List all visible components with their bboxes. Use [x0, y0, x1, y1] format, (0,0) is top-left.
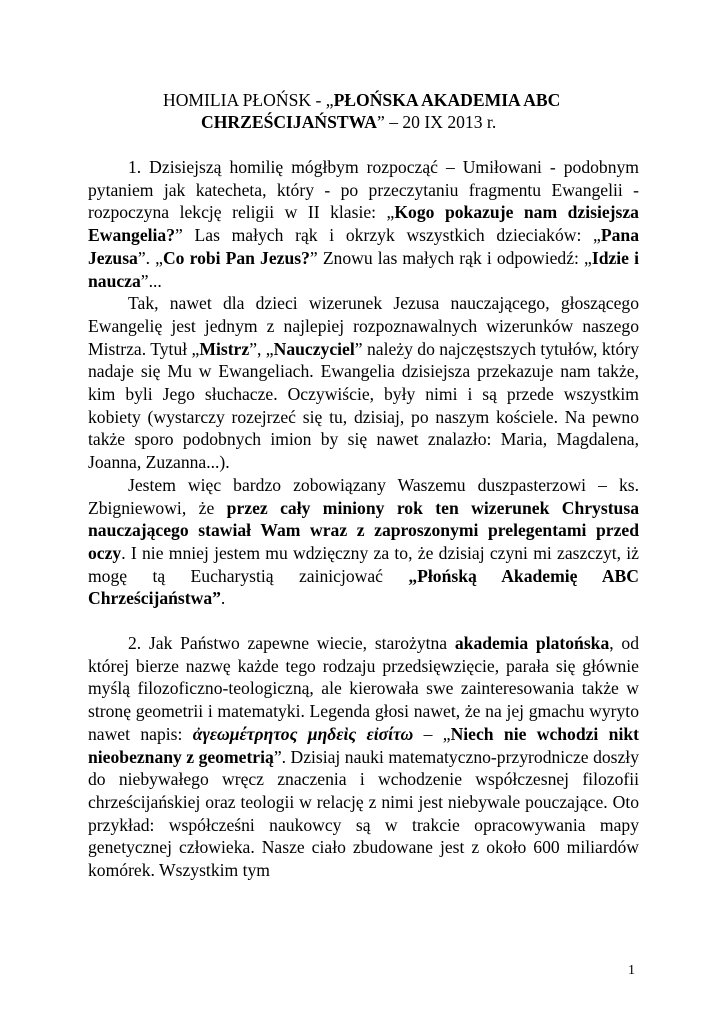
- text-run: 2. Jak Państwo zapewne wiecie, starożytna: [128, 633, 455, 654]
- page-number: 1: [628, 963, 635, 978]
- text-run: ” Las małych rąk i okrzyk wszystkich dzieciaków: „: [175, 225, 601, 246]
- bold-run: Mistrz: [199, 338, 250, 359]
- bold-run: Kogo pokazuje nam dzisiejsza Ewangelia?: [88, 202, 639, 246]
- text-run: ”. Dzisiaj nauki matematyczno-przyrodnicze doszły do niebywałego wręcz znaczenia i wchodzenie współczesnej filozofii chrześcijańskiej oraz teologii w relację z nimi jest niebywale pouczające. Oto przykład: współcześni naukowcy są w trakcie opracowywania mapy genetycznej człowieka. Nasze ciało zbudowane jest z około 600 miliardów komórek. Wszystkim tym: [88, 746, 639, 881]
- bold-run: przez cały miniony rok ten wizerunek Chrystusa nauczającego stawiał Wam wraz z zaproszonymi prelegentami przed oczy: [88, 497, 639, 563]
- paragraph-1: [88, 156, 639, 292]
- bold-run: akademia platońska: [454, 633, 610, 654]
- greek-inscription: ἀγεωμέτρητος μηδεὶς εἰσίτω: [192, 723, 414, 744]
- text-run: , od której bierze nazwę każde tego rodzaju przedsięwzięcie, parała się głównie myślą filozoficzno-teologiczną, ale kierowała swe zainteresowania także w stronę geometrii i matematyki. Legenda głosi nawet, że na jej gmachu wyryto nawet napis:: [88, 633, 639, 744]
- paragraph-3: [88, 474, 639, 610]
- title-line-1: [163, 89, 643, 111]
- text-run: ”...: [140, 270, 162, 291]
- text-run: Tak, nawet dla dzieci wizerunek Jezusa nauczającego, głoszącego Ewangelię jest jednym z najlepiej rozpoznawalnych wizerunków naszego Mistrza. Tytuł „: [88, 293, 639, 359]
- paragraph-2: [88, 292, 639, 474]
- bold-run: Idzie i naucza: [88, 247, 639, 291]
- text-run: 1. Dzisiejszą homilię mógłbym rozpocząć – Umiłowani - podobnym pytaniem jak katecheta, który - po przeczytaniu fragmentu Ewangelii - rozpoczyna lekcję religii w II klasie: „: [88, 157, 639, 223]
- homily-body: [88, 156, 639, 882]
- text-run: .: [220, 588, 226, 609]
- paragraph-4: [88, 632, 639, 882]
- title-academy-name: PŁOŃSKA AKADEMIA ABC: [333, 90, 561, 110]
- text-run: . I nie mniej jestem mu wdzięczny za to, że dzisiaj czyni mi zaszczyt, iż mogę tą Eucharystią zainicjować: [88, 542, 639, 586]
- text-run: ” Znowu las małych rąk i odpowiedź: „: [309, 247, 592, 268]
- text-run: ”. „: [137, 247, 163, 268]
- bold-run: Co robi Pan Jezus?: [162, 247, 310, 268]
- text-run: Jestem więc bardzo zobowiązany Waszemu duszpasterzowi – ks. Zbigniewowi, że: [88, 474, 639, 518]
- homily-title: [163, 89, 643, 133]
- bold-run: „Płońską Akademię ABC Chrześcijaństwa”: [88, 565, 639, 609]
- title-academy-name-end: CHRZEŚCIJAŃSTWA: [201, 112, 377, 132]
- text-run: ”, „: [249, 338, 274, 359]
- text-run: – „: [413, 723, 451, 744]
- title-line-2: [163, 111, 643, 133]
- bold-run: Niech nie wchodzi nikt nieobeznany z geometrią: [88, 723, 639, 767]
- text-run: ” należy do najczęstszych tytułów, który nadaje się Mu w Ewangeliach. Ewangelia dzisiejsza przekazuje nam także, kim byli Jego słuchacze. Oczywiście, były nimi i są przede wszystkim kobiety (wystarczy rozejrzeć się tu, dzisiaj, po naszym kościele. Na pewno także sporo podobnych imion by się nawet znalazło: Maria, Magdalena, Joanna, Zuzanna...).: [88, 338, 639, 473]
- bold-run: Pana Jezusa: [88, 225, 639, 268]
- title-date: ” – 20 IX 2013 r.: [376, 112, 497, 132]
- bold-run: Nauczyciel: [273, 338, 355, 359]
- title-prefix: HOMILIA PŁOŃSK - „: [163, 90, 334, 110]
